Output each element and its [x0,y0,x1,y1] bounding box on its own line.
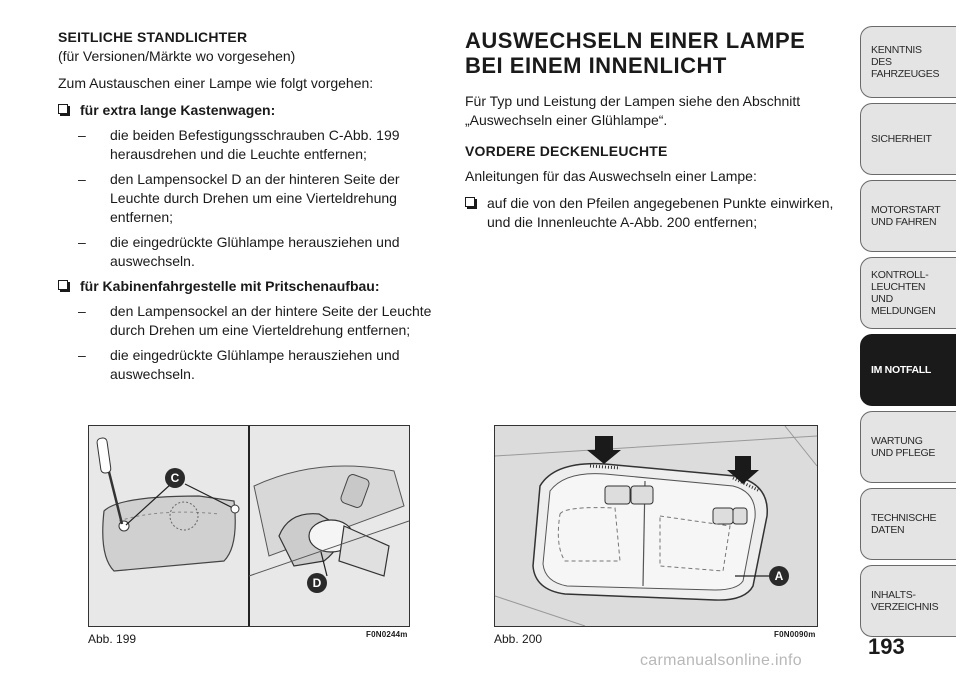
middle-column [465,28,845,238]
tab-sicherheit[interactable]: SICHERHEIT [860,103,956,175]
left-column [58,28,438,390]
tab-kontrollleuchten[interactable]: KONTROLL- LEUCHTEN UND MELDUNGEN [860,257,956,329]
section-title: AUSWECHSELN EINER LAMPE BEI EINEM INNENLICHT [465,28,806,78]
step-replace-bulb-2: – die eingedrückte Glühlampe herausziehen und auswechseln. [78,347,400,382]
step-remove-socket: – den Lampensockel D an der hinteren Seite der Leuchte durch Drehen um eine Vierteldrehung entfernen; [78,171,400,225]
label-d: D [307,573,327,593]
step-remove-screws: – die beiden Befestigungsschrauben C-Abb. 199 herausdrehen und die Leuchte entfernen; [78,127,400,162]
bullet-chassis-cab: für Kabinenfahrgestelle mit Pritschenaufbau: [58,277,438,296]
figure-199-code: F0N0244m [366,630,408,639]
side-lights-heading: SEITLICHE STANDLICHTER [58,29,248,45]
tab-motorstart[interactable]: MOTORSTART UND FAHREN [860,180,956,252]
instructions-intro: Anleitungen für das Auswechseln einer Lampe: [465,168,757,184]
tab-im-notfall[interactable]: IM NOTFALL [860,334,956,406]
figure-200-caption: Abb. 200 [494,632,543,646]
figure-200-code: F0N0090m [774,630,816,639]
bullet-remove-interior-light: auf die von den Pfeilen angegebenen Punkte einwirken, und die Innenleuchte A-Abb. 200 entfernen; [465,194,845,232]
bullet-long-van: für extra lange Kastenwagen: [58,101,438,120]
side-lights-subheading: (für Versionen/Märkte wo vorgesehen) [58,48,296,64]
interior-light-illustration [495,426,817,626]
side-light-illustration [89,426,409,626]
replace-intro: Zum Austauschen einer Lampe wie folgt vorgehen: [58,75,374,91]
tab-kenntnis[interactable]: KENNTNIS DES FAHRZEUGES [860,26,956,98]
tab-inhaltsverzeichnis[interactable]: INHALTS- VERZEICHNIS [860,565,956,637]
label-a: A [769,566,789,586]
checkbox-bullet-icon [58,104,68,114]
front-ceiling-light-heading: VORDERE DECKENLEUCHTE [465,143,668,159]
tab-technische-daten[interactable]: TECHNISCHE DATEN [860,488,956,560]
page-number: 193 [868,634,905,659]
lamp-type-intro: Für Typ und Leistung der Lampen siehe den Abschnitt „Auswechseln einer Glühlampe“. [465,93,801,128]
step-remove-socket-2: – den Lampensockel an der hintere Seite der Leuchte durch Drehen um eine Vierteldrehung entfernen; [78,303,432,338]
checkbox-bullet-icon [58,280,68,290]
step-replace-bulb: – die eingedrückte Glühlampe herausziehen und auswechseln. [78,234,400,269]
tab-wartung[interactable]: WARTUNG UND PFLEGE [860,411,956,483]
watermark: carmanualsonline.info [640,652,802,669]
figure-199 [88,425,410,627]
figure-199-caption: Abb. 199 [88,632,137,646]
label-c: C [165,468,185,488]
figure-200 [494,425,818,627]
checkbox-bullet-icon [465,197,475,207]
